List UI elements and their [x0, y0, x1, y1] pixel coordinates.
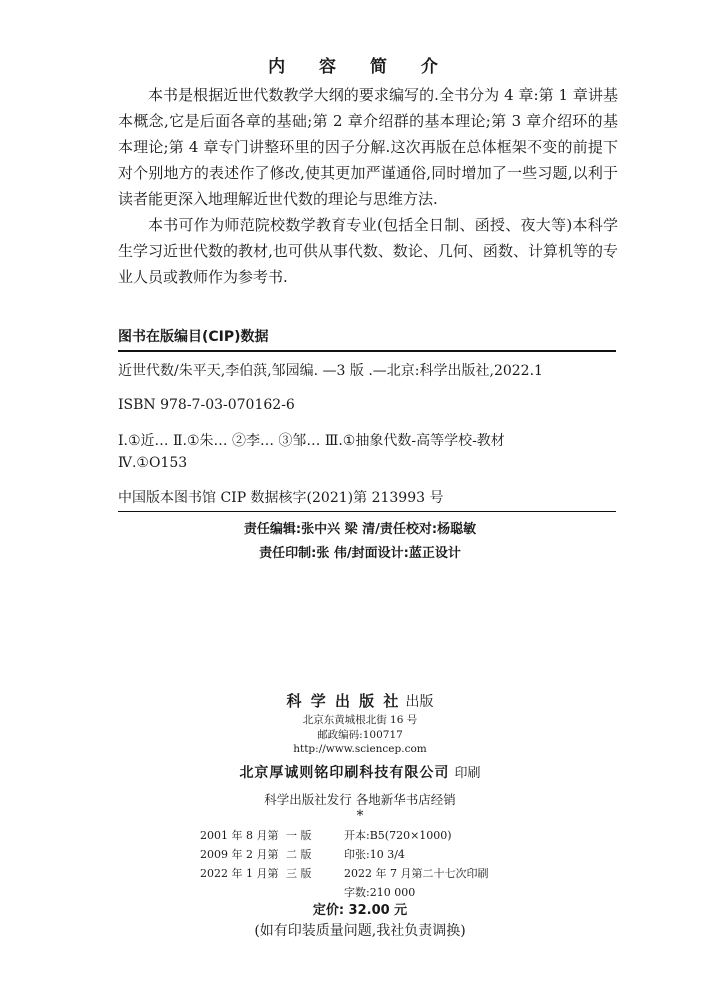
publisher-postcode: 邮政编码:100717	[317, 729, 403, 741]
edition-row	[200, 826, 488, 845]
distribution-line: 科学出版社发行 各地新华书店经销	[264, 792, 456, 807]
cip-line-2: ISBN 978-7-03-070162-6	[118, 397, 295, 413]
intro-body	[118, 82, 618, 290]
publisher-name: 科 学 出 版 社	[286, 692, 401, 710]
quality-notice: (如有印装质量问题,我社负责调换)	[254, 923, 466, 939]
cip-heading: 图书在版编目(CIP)数据	[118, 329, 269, 345]
price: 定价: 32.00 元	[312, 903, 408, 918]
publisher-url: http://www.sciencep.com	[293, 743, 427, 755]
intro-title: 内 容 简 介	[268, 57, 452, 77]
word-count: 字数:210 000	[344, 885, 416, 899]
cip-bottom-rule	[118, 511, 616, 512]
cip-line-5: 中国版本图书馆 CIP 数据核字(2021)第 213993 号	[118, 490, 444, 506]
edition-row	[200, 845, 488, 864]
edition-table	[200, 826, 488, 902]
cip-line-4: Ⅳ.①O153	[118, 455, 188, 471]
edition-info: 2022 年 7 月第二十七次印刷	[344, 866, 489, 880]
cip-line-1: 近世代数/朱平天,李伯葓,邹园编. —3 版 .—北京:科学出版社,2022.1	[118, 363, 543, 379]
edition-date: 2009 年 2 月第	[200, 847, 279, 861]
edition-date: 2001 年 8 月第	[200, 828, 279, 842]
edition-number: 一 版	[286, 828, 312, 842]
edition-number: 三 版	[286, 866, 312, 880]
edition-number: 二 版	[286, 847, 312, 861]
printer-suffix: 印刷	[454, 766, 481, 781]
edition-row	[200, 864, 488, 883]
separator-star: *	[356, 808, 364, 824]
cip-line-3: Ⅰ.①近… Ⅱ.①朱… ②李… ③邹… Ⅲ.①抽象代数-高等学校-教材	[118, 433, 505, 449]
publisher-line	[0, 690, 720, 711]
credits-line-1: 责任编辑:张中兴 梁 清/责任校对:杨聪敏	[243, 522, 477, 537]
cip-top-rule	[118, 350, 616, 352]
intro-paragraph-1: 本书是根据近世代数教学大纲的要求编写的.全书分为 4 章:第 1 章讲基本概念,它是后面各章的基础;第 2 章介绍群的基本理论;第 3 章介绍环的基本理论;第 4 章专门讲整环里的因子分解.这次再版在总体框架不变的前提下对个别地方的表述作了修改,使其更加严谨通俗,同时增加了一些习题,以利于读者能更深入地理解近世代数的理论与思维方法.	[118, 86, 618, 208]
printer-line	[0, 762, 720, 782]
intro-paragraph-2: 本书可作为师范院校数学教育专业(包括全日制、函授、夜大等)本科学生学习近世代数的教材,也可供从事代数、数论、几何、函数、计算机等的专业人员或教师作为参考书.	[118, 216, 618, 286]
publisher-address: 北京东黄城根北街 16 号	[302, 714, 418, 726]
edition-date: 2022 年 1 月第	[200, 866, 279, 880]
credits-line-2: 责任印制:张 伟/封面设计:蓝正设计	[259, 546, 461, 561]
publisher-suffix: 出版	[405, 694, 434, 710]
edition-info: 印张:10 3/4	[344, 847, 405, 861]
printer-name: 北京厚诚则铭印刷科技有限公司	[239, 765, 450, 781]
edition-info: 开本:B5(720×1000)	[344, 828, 452, 842]
